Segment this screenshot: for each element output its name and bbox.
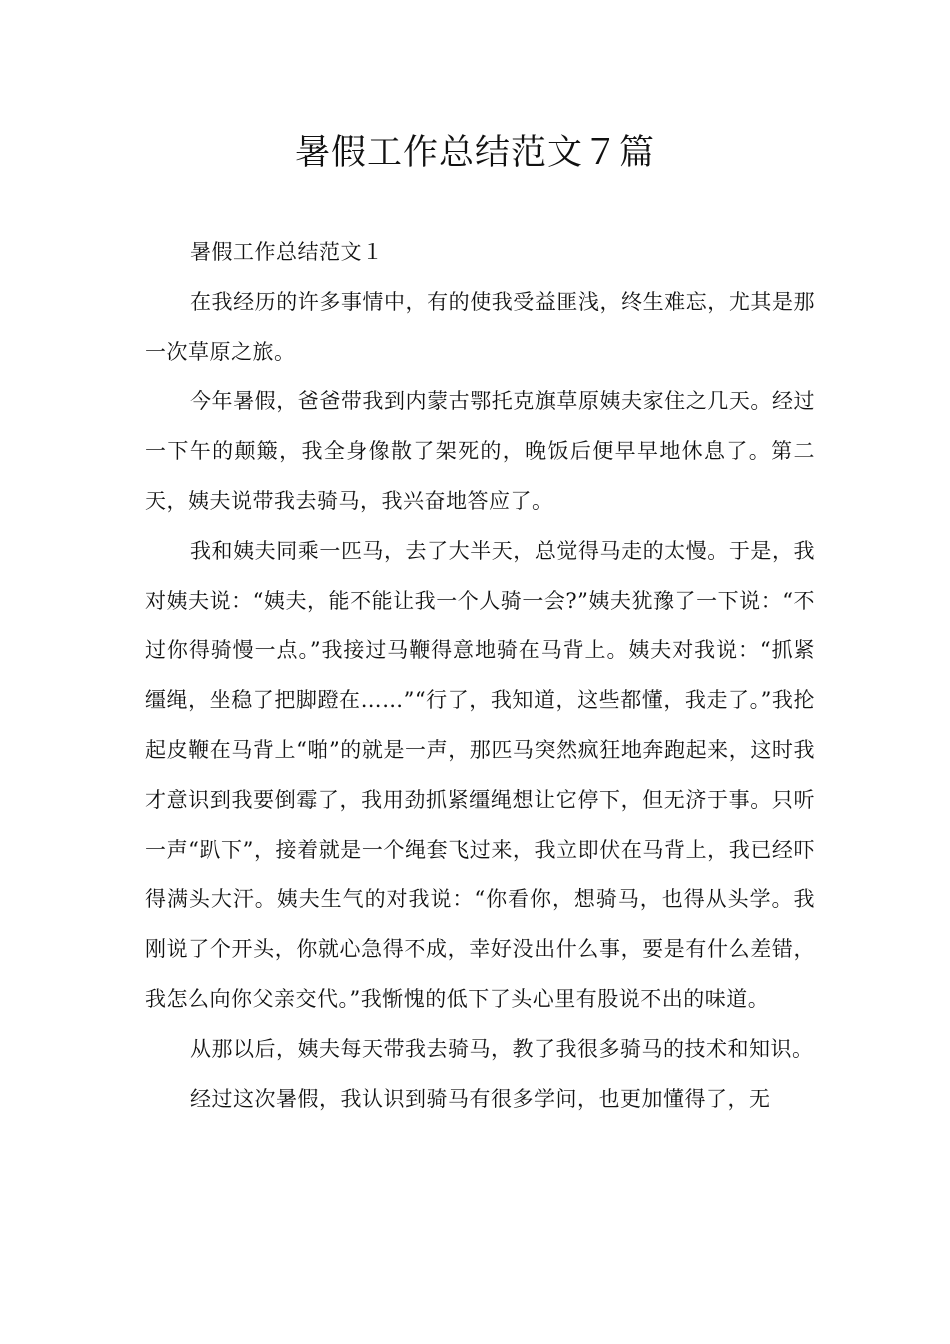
document-title: 暑假工作总结范文７篇 — [294, 133, 655, 173]
document-body — [145, 228, 815, 1124]
paragraph: 经过这次暑假，我认识到骑马有很多学问，也更加懂得了，无 — [190, 1086, 771, 1111]
paragraph: 在我经历的许多事情中，有的使我受益匪浅，终生难忘，尤其是那一次草原之旅。 — [145, 289, 815, 364]
section-heading: 暑假工作总结范文１ — [190, 240, 384, 264]
paragraph: 今年暑假，爸爸带我到内蒙古鄂托克旗草原姨夫家住之几天。经过一下午的颠簸，我全身像散了架死的，晚饭后便早早地休息了。第二天，姨夫说带我去骑马，我兴奋地答应了。 — [145, 389, 815, 513]
paragraph: 从那以后，姨夫每天带我去骑马，教了我很多骑马的技术和知识。 — [190, 1036, 814, 1061]
paragraph: 我和姨夫同乘一匹马，去了大半天，总觉得马走的太慢。于是，我对姨夫说：“姨夫，能不能让我一个人骑一会?”姨夫犹豫了一下说：“不过你得骑慢一点。”我接过马鞭得意地骑在马背上。姨夫对我说：“抓紧缰绳，坐稳了把脚蹬在……”“行了，我知道，这些都懂，我走了。”我抡起皮鞭在马背上“啪”的就是一声，那匹马突然疯狂地奔跑起来，这时我才意识到我要倒霉了，我用劲抓紧缰绳想让它停下，但无济于事。只听一声“趴下”，接着就是一个绳套飞过来，我立即伏在马背上，我已经吓得满头大汗。姨夫生气的对我说：“你看你，想骑马，也得从头学。我刚说了个开头，你就心急得不成，幸好没出什么事，要是有什么差错，我怎么向你父亲交代。”我惭愧的低下了头心里有股说不出的味道。 — [145, 538, 815, 1011]
